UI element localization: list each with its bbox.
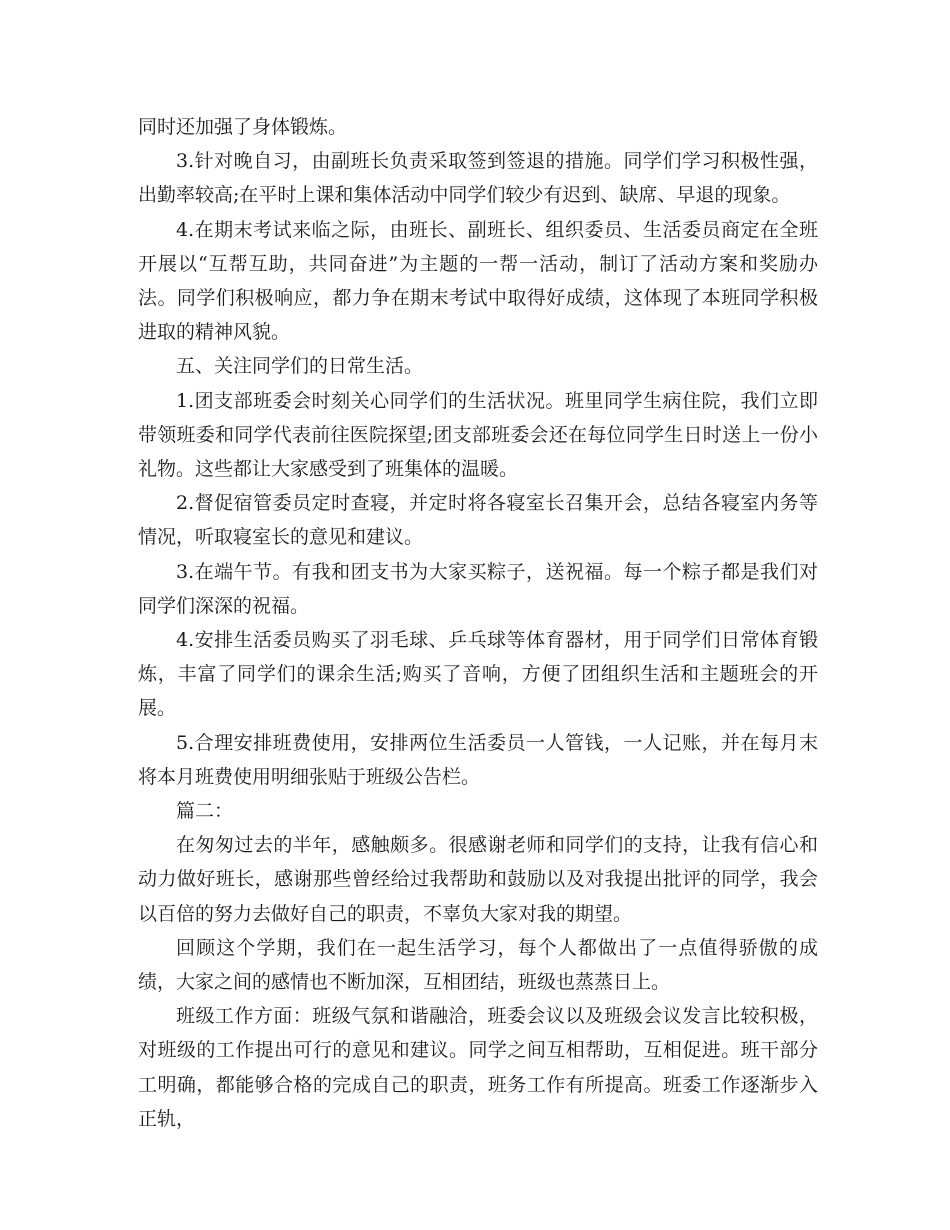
section-heading: 篇二：: [176, 800, 234, 823]
paragraph: 5.合理安排班费使用，安排两位生活委员一人管钱，一人记账，并在每月末将本月班费使用明细张贴于班级公告栏。: [138, 731, 818, 788]
document-body: [138, 110, 818, 1136]
paragraph: 2.督促宿管委员定时查寝，并定时将各寝室长召集开会，总结各寝室内务等情况，听取寝室长的意见和建议。: [138, 492, 818, 549]
paragraph: 3.针对晚自习，由副班长负责采取签到签退的措施。同学们学习积极性强，出勤率较高;在平时上课和集体活动中同学们较少有迟到、缺席、早退的现象。: [138, 150, 818, 207]
section-heading: 五、关注同学们的日常生活。: [176, 355, 424, 378]
paragraph: 在匆匆过去的半年，感触颇多。很感谢老师和同学们的支持，让我有信心和动力做好班长，感谢那些曾经给过我帮助和鼓励以及对我提出批评的同学，我会以百倍的努力去做好自己的职责，不辜负大家对我的期望。: [138, 834, 818, 925]
paragraph: 回顾这个学期，我们在一起生活学习，每个人都做出了一点值得骄傲的成绩，大家之间的感情也不断加深，互相团结，班级也蒸蒸日上。: [138, 936, 818, 994]
paragraph: 同时还加强了身体锻炼。: [138, 116, 348, 138]
paragraph: 4.在期末考试来临之际，由班长、副班长、组织委员、生活委员商定在全班开展以“互帮互助，共同奋进”为主题的一帮一活动，制订了活动方案和奖励办法。同学们积极响应，都力争在期末考试中取得好成绩，这体现了本班同学积极进取的精神风貌。: [138, 218, 818, 344]
paragraph: 1.团支部班委会时刻关心同学们的生活状况。班里同学生病住院，我们立即带领班委和同学代表前往医院探望;团支部班委会还在每位同学生日时送上一份小礼物。这些都让大家感受到了班集体的温暖。: [138, 389, 818, 481]
paragraph: 3.在端午节。有我和团支书为大家买粽子，送祝福。每一个粽子都是我们对同学们深深的祝福。: [138, 560, 818, 617]
paragraph: 4.安排生活委员购买了羽毛球、乒乓球等体育器材，用于同学们日常体育锻炼，丰富了同学们的课余生活;购买了音响，方便了团组织生活和主题班会的开展。: [138, 629, 818, 720]
paragraph: 班级工作方面：班级气氛和谐融洽，班委会议以及班级会议发言比较积极，对班级的工作提出可行的意见和建议。同学之间互相帮助，互相促进。班干部分工明确，都能够合格的完成自己的职责，班务工作有所提高。班委工作逐渐步入正轨，: [138, 1005, 818, 1130]
